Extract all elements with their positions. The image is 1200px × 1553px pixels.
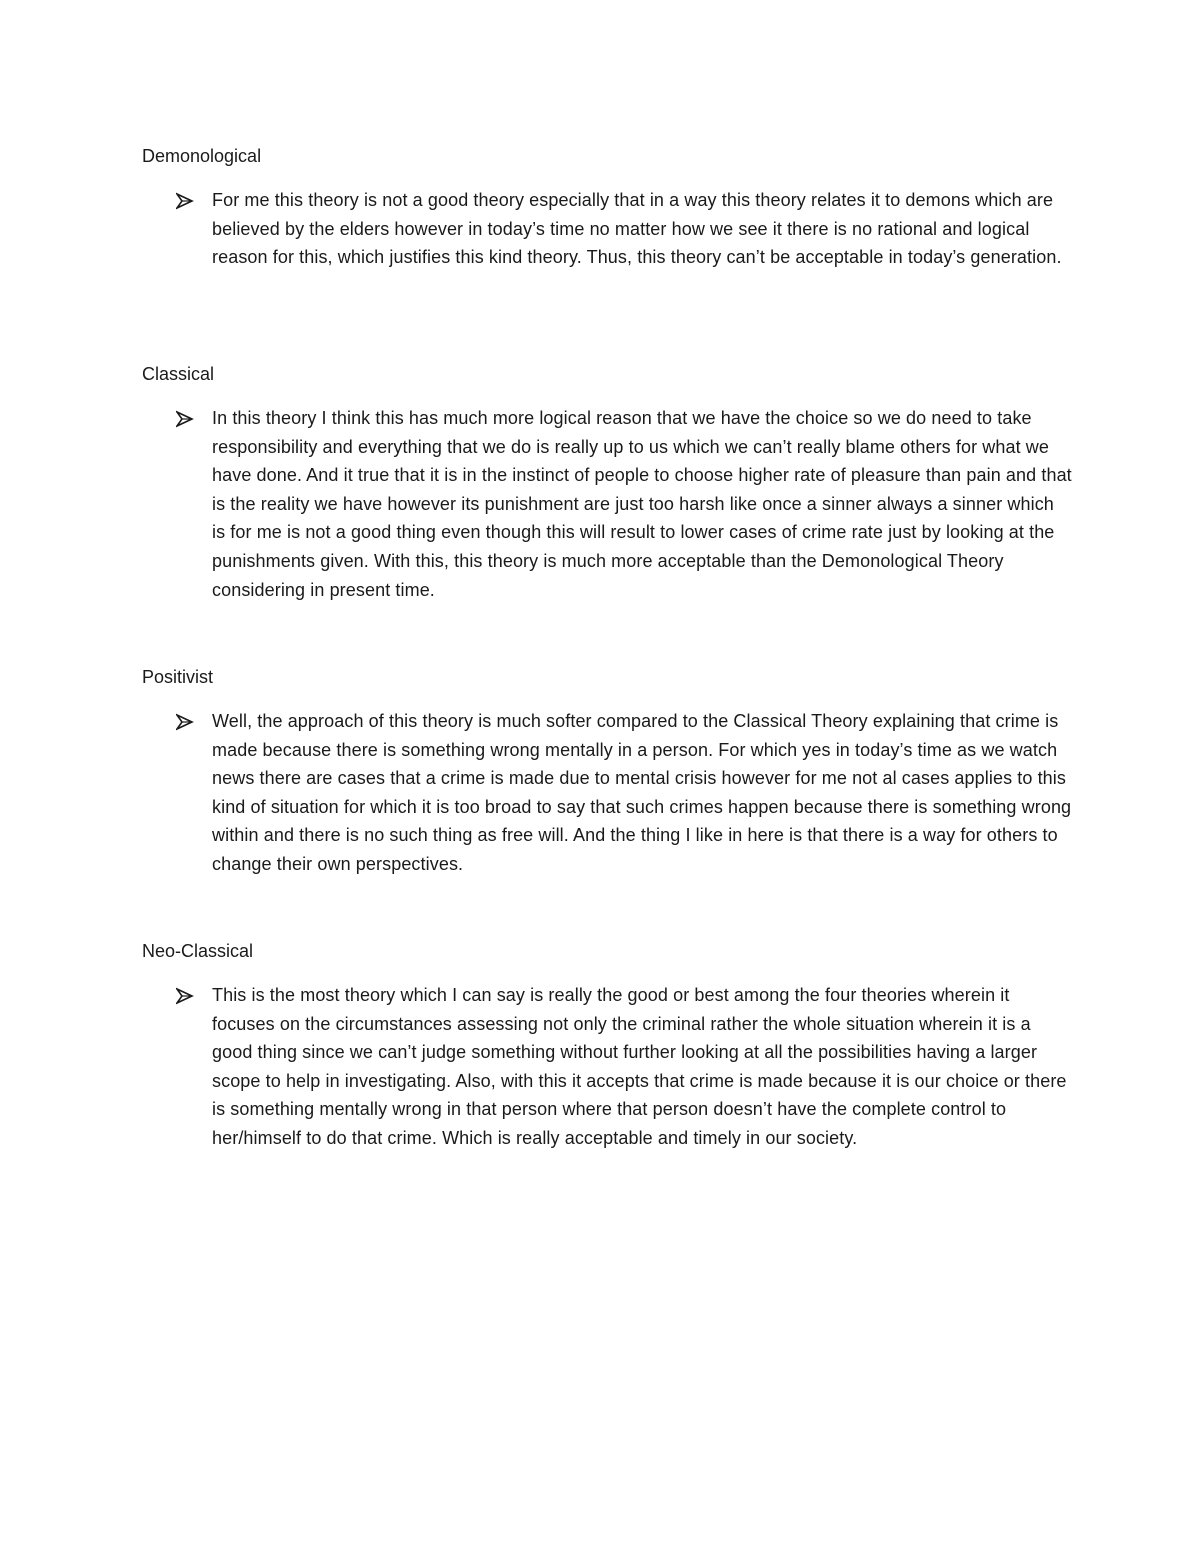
bullet-text: Well, the approach of this theory is much softer compared to the Classical Theory explaining that crime is made because there is something wrong mentally in a person. For which yes in today’s time as we watch news there are cases that a crime is made due to mental crisis however for me not al cases applies to this kind of situation for which it is too broad to say that such crimes happen because there is something wrong within and there is no such thing as free will. And the thing I like in here is that there is a way for others to change their own perspectives. xyxy=(212,711,1072,874)
arrow-bullet-icon xyxy=(176,713,194,731)
section-heading: Neo-Classical xyxy=(142,941,254,961)
section-positivist xyxy=(142,663,1072,879)
bullet-text: For me this theory is not a good theory especially that in a way this theory relates it to demons which are believed by the elders however in today’s time no matter how we see it there is no rational and logical reason for this, which justifies this kind theory. Thus, this theory can’t be acceptable in today’s generation. xyxy=(212,190,1062,268)
section-heading: Positivist xyxy=(142,667,214,687)
arrow-bullet-icon xyxy=(176,987,194,1005)
bullet-item xyxy=(142,186,1072,272)
bullet-item xyxy=(142,707,1072,879)
arrow-bullet-icon xyxy=(176,410,194,428)
section-classical xyxy=(142,360,1072,604)
section-heading: Classical xyxy=(142,364,215,384)
arrow-bullet-icon xyxy=(176,192,194,210)
section-neo-classical xyxy=(142,937,1072,1153)
section-heading: Demonological xyxy=(142,146,262,166)
bullet-text: In this theory I think this has much more logical reason that we have the choice so we do need to take responsibility and everything that we do is really up to us which we can’t really blame others for what we have done. And it true that it is in the instinct of people to choose higher rate of pleasure than pain and that is the reality we have however its punishment are just too harsh like once a sinner always a sinner which is for me is not a good thing even though this will result to lower cases of crime rate just by looking at the punishments given. With this, this theory is much more acceptable than the Demonological Theory considering in present time. xyxy=(212,408,1072,600)
section-demonological xyxy=(142,142,1072,272)
bullet-text: This is the most theory which I can say is really the good or best among the four theories wherein it focuses on the circumstances assessing not only the criminal rather the whole situation wherein it is a good thing since we can’t judge something without further looking at all the possibilities having a larger scope to help in investigating. Also, with this it accepts that crime is made because it is our choice or there is something mentally wrong in that person where that person doesn’t have the complete control to her/himself to do that crime. Which is really acceptable and timely in our society. xyxy=(212,985,1067,1148)
bullet-item xyxy=(142,404,1072,604)
bullet-item xyxy=(142,981,1072,1153)
